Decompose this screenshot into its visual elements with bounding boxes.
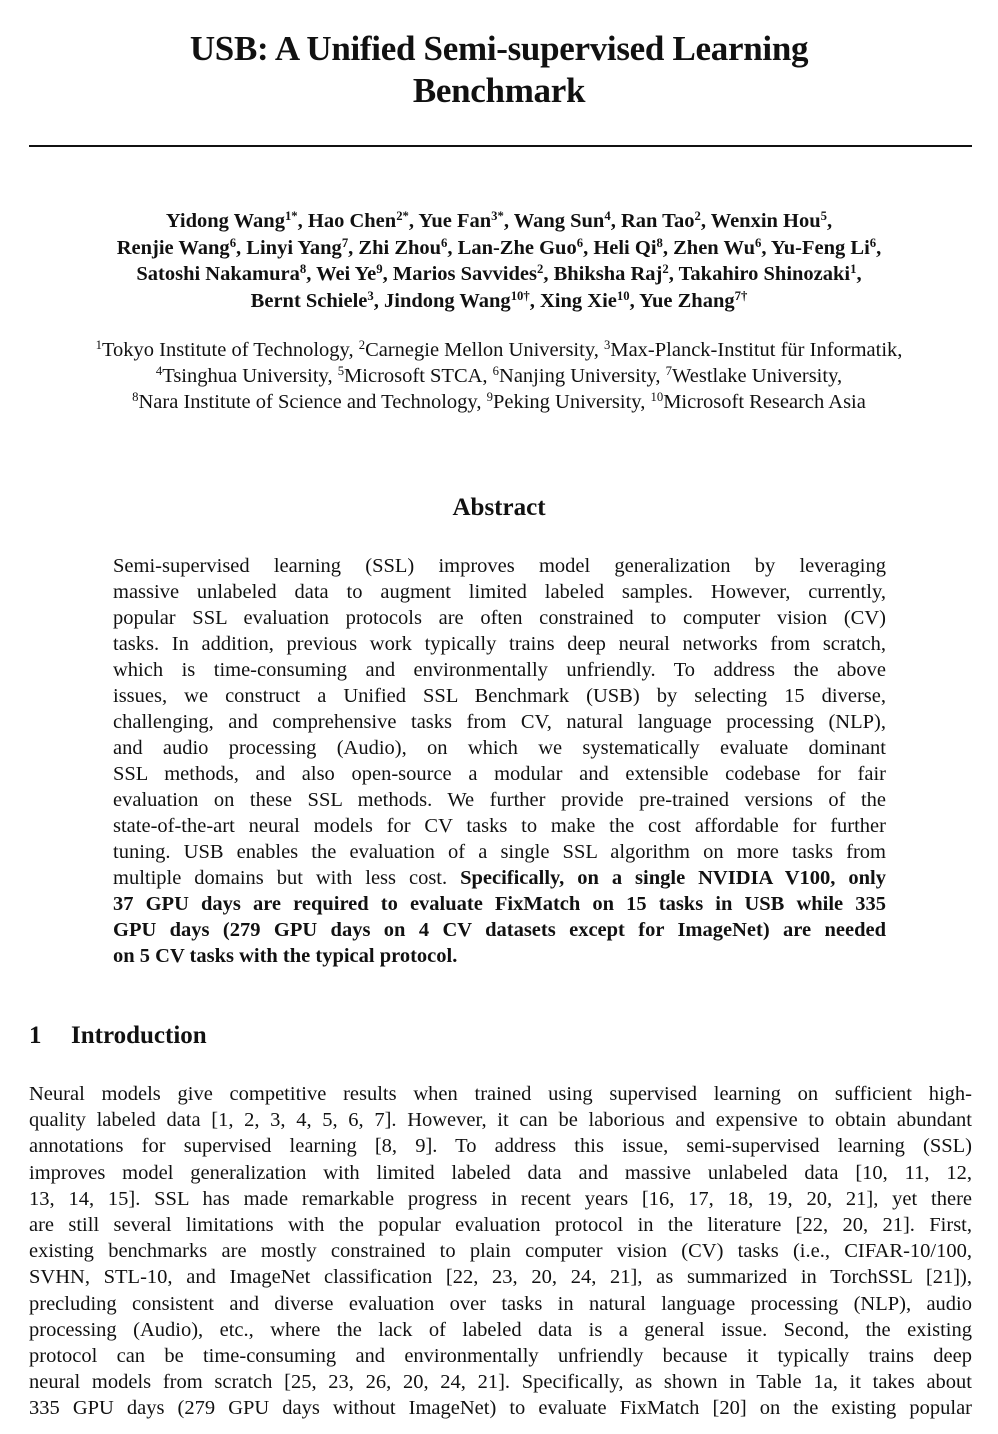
author-name: Hao Chen bbox=[307, 210, 397, 232]
affiliation-name: Westlake University bbox=[672, 365, 837, 387]
author-affiliation-mark: 3 bbox=[367, 288, 374, 303]
separator: , bbox=[529, 289, 540, 312]
author-list bbox=[0, 208, 998, 314]
abstract-text: issues, we construct a Unified SSL Benchmark (USB) by selecting 15 diverse, bbox=[113, 685, 886, 707]
author-name: Jindong Wang bbox=[384, 289, 511, 312]
separator: , bbox=[655, 365, 666, 387]
author-affiliation-mark: 6 bbox=[755, 235, 762, 250]
author-affiliation-mark: 6 bbox=[576, 235, 584, 250]
author-name: Yidong Wang bbox=[165, 210, 285, 232]
abstract-line bbox=[113, 605, 886, 631]
author-name: Wenxin Hou bbox=[710, 210, 821, 232]
author-affiliation-mark: 7† bbox=[734, 288, 748, 303]
intro-line: improves model generalization with limited labeled data and massive unlabeled data [10, 11, 12, bbox=[29, 1161, 972, 1184]
separator: , bbox=[856, 263, 862, 285]
affiliation-name: Nanjing University bbox=[499, 365, 656, 387]
abstract-text: tasks. In addition, previous work typically trains deep neural networks from scratch, bbox=[113, 633, 886, 655]
abstract-text: SSL methods, and also open-source a modular and extensible codebase for fair bbox=[113, 763, 886, 785]
affiliation-name: Carnegie Mellon University bbox=[365, 339, 594, 361]
abstract-text: challenging, and comprehensive tasks from CV, natural language processing (NLP), bbox=[113, 711, 886, 733]
abstract-text: tuning. USB enables the evaluation of a single SSL algorithm on more tasks from bbox=[113, 841, 886, 863]
affiliation-name: Max-Planck-Institut für Informatik bbox=[610, 339, 898, 361]
affiliation-name: Tokyo Institute of Technology bbox=[101, 339, 349, 361]
abstract-line bbox=[113, 735, 886, 761]
intro-line: existing benchmarks are mostly constrained to plain computer vision (CV) tasks (i.e., CIFAR-10/100, bbox=[29, 1240, 972, 1263]
abstract-line bbox=[113, 579, 886, 605]
affiliation-line bbox=[0, 389, 998, 415]
title-line: USB: A Unified Semi-supervised Learning bbox=[189, 29, 809, 68]
separator: , bbox=[583, 236, 594, 259]
paper-title bbox=[0, 28, 998, 112]
separator: , bbox=[408, 210, 419, 232]
abstract-line bbox=[113, 683, 886, 709]
author-affiliation-mark: 6 bbox=[869, 235, 877, 250]
abstract-text: popular SSL evaluation protocols are often constrained to computer vision (CV) bbox=[113, 607, 886, 629]
section-heading-introduction bbox=[29, 1020, 207, 1052]
affiliation-list bbox=[0, 337, 998, 415]
author-affiliation-mark: 1 bbox=[850, 262, 857, 277]
abstract-line bbox=[113, 553, 886, 579]
title-line: Benchmark bbox=[412, 71, 586, 110]
affiliation-number: 6 bbox=[492, 364, 500, 379]
abstract-line bbox=[113, 657, 886, 683]
author-affiliation-mark: 8 bbox=[656, 235, 663, 250]
separator: , bbox=[827, 210, 833, 232]
intro-line: 13, 14, 15]. SSL has made remarkable progress in recent years [16, 17, 18, 19, 20, 21], yet there bbox=[29, 1187, 972, 1210]
author-line bbox=[0, 288, 998, 315]
separator: , bbox=[593, 339, 604, 361]
abstract-bold-text: 37 GPU days are required to evaluate FixMatch on 15 tasks in USB while 335 bbox=[113, 893, 886, 915]
abstract-line bbox=[113, 761, 886, 787]
author-affiliation-mark: 2 bbox=[536, 262, 544, 277]
author-affiliation-mark: 10† bbox=[510, 288, 530, 303]
title-rule bbox=[29, 145, 972, 147]
author-affiliation-mark: 2* bbox=[396, 209, 409, 224]
author-name: Yue Zhang bbox=[639, 289, 735, 312]
separator: , bbox=[476, 391, 487, 413]
abstract-bold-text: GPU days (279 GPU days on 4 CV datasets except for ImageNet) are needed bbox=[113, 919, 886, 941]
separator: , bbox=[761, 236, 771, 259]
abstract-line bbox=[113, 839, 886, 865]
author-name: Takahiro Shinozaki bbox=[678, 263, 851, 285]
author-affiliation-mark: 10 bbox=[616, 288, 630, 303]
separator: , bbox=[327, 365, 338, 387]
author-affiliation-mark: 1* bbox=[284, 209, 298, 224]
separator: , bbox=[447, 236, 458, 259]
intro-line: annotations for supervised learning [8, 9]. To address this issue, semi-supervised learning (SSL) bbox=[29, 1135, 972, 1158]
abstract-text: Semi-supervised learning (SSL) improves model generalization by leveraging bbox=[113, 555, 886, 577]
author-line bbox=[0, 261, 998, 288]
author-affiliation-mark: 6 bbox=[229, 235, 237, 250]
affiliation-number: 8 bbox=[132, 390, 139, 405]
separator: , bbox=[668, 263, 679, 285]
intro-line: Neural models give competitive results when trained using supervised learning on sufficient high- bbox=[29, 1083, 972, 1105]
abstract-line bbox=[113, 709, 886, 735]
author-name: Renjie Wang bbox=[116, 236, 230, 259]
separator: , bbox=[610, 210, 621, 232]
abstract-text: massive unlabeled data to augment limited labeled samples. However, currently, bbox=[113, 581, 886, 603]
author-name: Lan-Zhe Guo bbox=[457, 236, 577, 259]
separator: , bbox=[348, 236, 359, 259]
intro-line: processing (Audio), etc., where the lack of labeled data is a general issue. Second, the existing bbox=[29, 1318, 972, 1341]
intro-line: quality labeled data [1, 2, 3, 4, 5, 6, 7]. However, it can be laborious and expensive to obtain abundant bbox=[29, 1109, 972, 1132]
author-name: Linyi Yang bbox=[246, 236, 342, 259]
abstract-line bbox=[113, 891, 886, 917]
affiliation-name: Peking University bbox=[492, 391, 641, 413]
affiliation-number: 9 bbox=[486, 390, 493, 405]
author-name: Wang Sun bbox=[513, 210, 605, 232]
author-name: Zhi Zhou bbox=[358, 236, 442, 259]
affiliation-name: Tsinghua University bbox=[162, 365, 328, 387]
abstract-line bbox=[113, 813, 886, 839]
author-affiliation-mark: 9 bbox=[376, 262, 383, 277]
intro-line: SVHN, STL-10, and ImageNet classification [22, 23, 20, 24, 21], as summarized in TorchSSL [21]), bbox=[29, 1266, 972, 1289]
intro-line: are still several limitations with the popular evaluation protocol in the literature [22, 20, 21]. First, bbox=[29, 1214, 972, 1237]
abstract-line bbox=[113, 943, 886, 969]
author-name: Marios Savvides bbox=[392, 263, 537, 285]
author-name: Zhen Wu bbox=[673, 236, 755, 259]
author-name: Yue Fan bbox=[418, 210, 492, 232]
author-name: Satoshi Nakamura bbox=[136, 263, 300, 285]
author-line bbox=[0, 208, 998, 235]
separator: , bbox=[306, 263, 317, 285]
separator: , bbox=[503, 210, 514, 232]
affiliation-line bbox=[0, 363, 998, 389]
section-number: 1 bbox=[29, 1022, 42, 1049]
separator: , bbox=[662, 236, 674, 259]
author-affiliation-mark: 5 bbox=[820, 209, 827, 224]
intro-line: neural models from scratch [25, 23, 26, 20, 24, 21]. Specifically, as shown in Table 1a, it takes about bbox=[29, 1371, 972, 1394]
affiliation-number: 10 bbox=[650, 390, 664, 405]
author-affiliation-mark: 2 bbox=[694, 209, 701, 224]
separator: , bbox=[629, 289, 640, 312]
abstract-text: evaluation on these SSL methods. We further provide pre-trained versions of the bbox=[113, 789, 886, 811]
author-name: Bhiksha Raj bbox=[553, 263, 663, 285]
author-name: Ran Tao bbox=[620, 210, 695, 232]
abstract-line bbox=[113, 631, 886, 657]
intro-line: 335 GPU days (279 GPU days without ImageNet) to evaluate FixMatch [20] on the existing popular bbox=[29, 1397, 972, 1420]
author-name: Wei Ye bbox=[316, 263, 377, 285]
author-name: Xing Xie bbox=[540, 289, 617, 312]
affiliation-number: 3 bbox=[604, 338, 611, 353]
affiliation-number: 7 bbox=[665, 364, 673, 379]
separator: , bbox=[837, 365, 843, 387]
affiliation-line bbox=[0, 337, 998, 363]
author-line bbox=[0, 235, 998, 262]
intro-line: precluding consistent and diverse evaluation over tasks in natural language processing (NLP), audio bbox=[29, 1292, 972, 1315]
abstract-bold-text: on 5 CV tasks with the typical protocol. bbox=[113, 945, 458, 967]
affiliation-number: 4 bbox=[155, 364, 163, 379]
affiliation-name: Microsoft Research Asia bbox=[663, 391, 866, 413]
separator: , bbox=[373, 289, 384, 312]
abstract-body bbox=[113, 553, 886, 969]
affiliation-number: 5 bbox=[337, 364, 345, 379]
affiliation-name: Microsoft STCA bbox=[344, 365, 483, 387]
author-name: Yu-Feng Li bbox=[770, 236, 870, 259]
separator: , bbox=[382, 263, 393, 285]
abstract-line bbox=[113, 865, 886, 891]
abstract-text: and audio processing (Audio), on which we systematically evaluate dominant bbox=[113, 737, 886, 759]
abstract-text: which is time-consuming and environmentally unfriendly. To address the above bbox=[113, 659, 886, 681]
author-affiliation-mark: 7 bbox=[341, 235, 349, 250]
abstract-heading: Abstract bbox=[452, 494, 546, 521]
separator: , bbox=[876, 236, 882, 259]
author-affiliation-mark: 3* bbox=[491, 209, 504, 224]
author-affiliation-mark: 6 bbox=[441, 235, 448, 250]
abstract-text: state-of-the-art neural models for CV tasks to make the cost affordable for further bbox=[113, 815, 886, 837]
affiliation-name: Nara Institute of Science and Technology bbox=[138, 391, 477, 413]
separator: , bbox=[236, 236, 247, 259]
author-affiliation-mark: 8 bbox=[299, 262, 307, 277]
separator: , bbox=[348, 339, 359, 361]
author-name: Bernt Schiele bbox=[250, 289, 368, 312]
abstract-line bbox=[113, 917, 886, 943]
affiliation-number: 2 bbox=[358, 338, 366, 353]
separator: , bbox=[297, 210, 308, 232]
abstract-bold-text: Specifically, on a single NVIDIA V100, only bbox=[460, 867, 886, 889]
author-name: Heli Qi bbox=[593, 236, 657, 259]
separator: , bbox=[640, 391, 651, 413]
affiliation-number: 1 bbox=[95, 338, 102, 353]
separator: , bbox=[897, 339, 903, 361]
intro-line: protocol can be time-consuming and environmentally unfriendly because it typically trains deep bbox=[29, 1345, 972, 1368]
author-affiliation-mark: 2 bbox=[662, 262, 669, 277]
separator: , bbox=[700, 210, 711, 232]
section-title: Introduction bbox=[71, 1022, 207, 1049]
introduction-body bbox=[29, 1081, 972, 1422]
abstract-line bbox=[113, 787, 886, 813]
author-affiliation-mark: 4 bbox=[604, 209, 611, 224]
separator: , bbox=[543, 263, 554, 285]
separator: , bbox=[482, 365, 493, 387]
abstract-text: multiple domains but with less cost. bbox=[113, 867, 461, 889]
